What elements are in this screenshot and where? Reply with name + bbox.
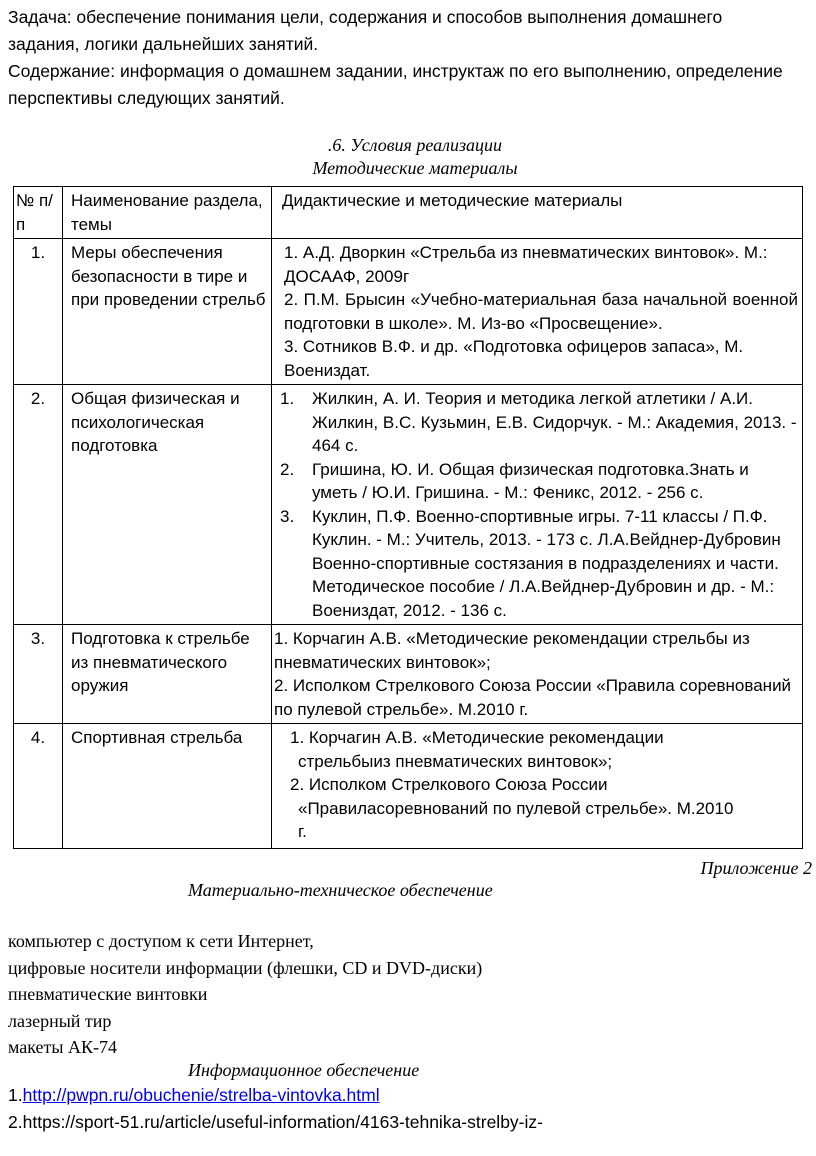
- material-item: 1. Корчагин А.В. «Методические рекомендации стрельбыиз пневматических винтовок»;: [290, 728, 664, 771]
- material-item: 2. П.М. Брысин «Учебно-материальная база начальной военной подготовки в школе». М. Из-во «Просвещение».: [284, 290, 798, 333]
- header-name: Наименование раздела, темы: [63, 187, 272, 239]
- task-paragraph: Задача: обеспечение понимания цели, содержания и способов выполнения домашнего задания, логики дальнейших занятий.: [8, 7, 723, 54]
- row-num: 4.: [14, 724, 63, 849]
- list-item: [280, 505, 798, 623]
- list-item: цифровые носители информации (флешки, CD и DVD-диски): [8, 957, 483, 978]
- mt-title: Материально-техническое обеспечение: [188, 880, 493, 900]
- row-name: Подготовка к стрельбе из пневматического оружия: [63, 625, 272, 724]
- material-item: 2. Исполком Стрелкового Союза России «Правила соревнований по пулевой стрельбе». М.2010 г.: [274, 676, 792, 719]
- material-item: 2. Исполком Стрелкового Союза России «Правиласоревнований по пулевой стрельбе». М.2010 г.: [290, 775, 734, 841]
- table-row: [14, 239, 803, 385]
- list-item: пневматические винтовки: [8, 984, 208, 1004]
- link-row: [8, 1085, 380, 1106]
- info-title: Информационное обеспечение: [188, 1060, 420, 1080]
- mt-list: [8, 928, 482, 1061]
- content-paragraph: Содержание: информация о домашнем задании, инструктаж по его выполнению, определение перспективы следующих занятий.: [8, 61, 783, 108]
- row-name: Спортивная стрельба: [63, 724, 272, 849]
- row-num: 3.: [14, 625, 63, 724]
- table-row: [14, 724, 803, 849]
- methodical-materials-table: [13, 186, 803, 849]
- link-row: [8, 1112, 543, 1133]
- list-text: Куклин, П.Ф. Военно-спортивные игры. 7-11 классы / П.Ф. Куклин. - М.: Учитель, 2013. - 173 с. Л.А.Вейднер-Дубровин Военно-спортивные состязания в подразделениях и части. Методическое пособие / Л.А.Вейднер-Дубровин и др. - М.: Воениздат, 2012. - 136 с.: [312, 506, 781, 620]
- material-item: 3. Сотников В.Ф. и др. «Подготовка офицеров запаса», М. Воениздат.: [284, 337, 744, 380]
- material-item: 1. А.Д. Дворкин «Стрельба из пневматических винтовок». М.: ДОСААФ, 2009г: [284, 243, 768, 286]
- row-num: 1.: [14, 239, 63, 385]
- link-prefix: 1.: [8, 1085, 23, 1105]
- row-materials: [272, 239, 803, 385]
- table-row: [14, 385, 803, 625]
- list-number: 1.: [280, 389, 295, 408]
- list-item: [280, 387, 798, 458]
- list-text: Жилкин, А. И. Теория и методика легкой атлетики / А.И. Жилкин, В.С. Кузьмин, Е.В. Сидорчук. - М.: Академия, 2013. - 464 с.: [312, 389, 797, 455]
- list-item: макеты АК-74: [8, 1037, 118, 1057]
- table-row: [14, 625, 803, 724]
- header-materials: Дидактические и методические материалы: [272, 187, 803, 239]
- list-number: 3.: [280, 506, 295, 526]
- header-num: № п/п: [14, 187, 63, 239]
- link-prefix: 2.: [8, 1112, 23, 1132]
- row-num: 2.: [14, 385, 63, 625]
- list-item: [280, 458, 798, 505]
- list-item: лазерный тир: [8, 1010, 112, 1031]
- list-item: компьютер с доступом к сети Интернет,: [8, 931, 314, 951]
- appendix-label: Приложение 2: [700, 858, 812, 878]
- section-heading: .6. Условия реализации: [327, 135, 503, 155]
- row-name: Меры обеспечения безопасности в тире и при проведении стрельб: [63, 239, 272, 385]
- material-item: 1. Корчагин А.В. «Методические рекомендации стрельбы из пневматических винтовок»;: [274, 629, 750, 672]
- row-materials: [272, 724, 803, 849]
- resource-link[interactable]: http://pwpn.ru/obuchenie/strelba-vintovka.html: [22, 1085, 380, 1105]
- section-subheading: Методические материалы: [312, 158, 518, 178]
- table-header-row: [14, 187, 803, 239]
- row-materials: [272, 385, 803, 625]
- row-materials: [272, 625, 803, 724]
- row-name: Общая физическая и психологическая подготовка: [63, 385, 272, 625]
- list-text: Гришина, Ю. И. Общая физическая подготовка.Знать и уметь / Ю.И. Гришина. - М.: Феникс, 2012. - 256 с.: [312, 459, 749, 502]
- list-number: 2.: [280, 459, 295, 479]
- resource-url-text: https://sport-51.ru/article/useful-information/4163-tehnika-strelby-iz-: [22, 1112, 543, 1132]
